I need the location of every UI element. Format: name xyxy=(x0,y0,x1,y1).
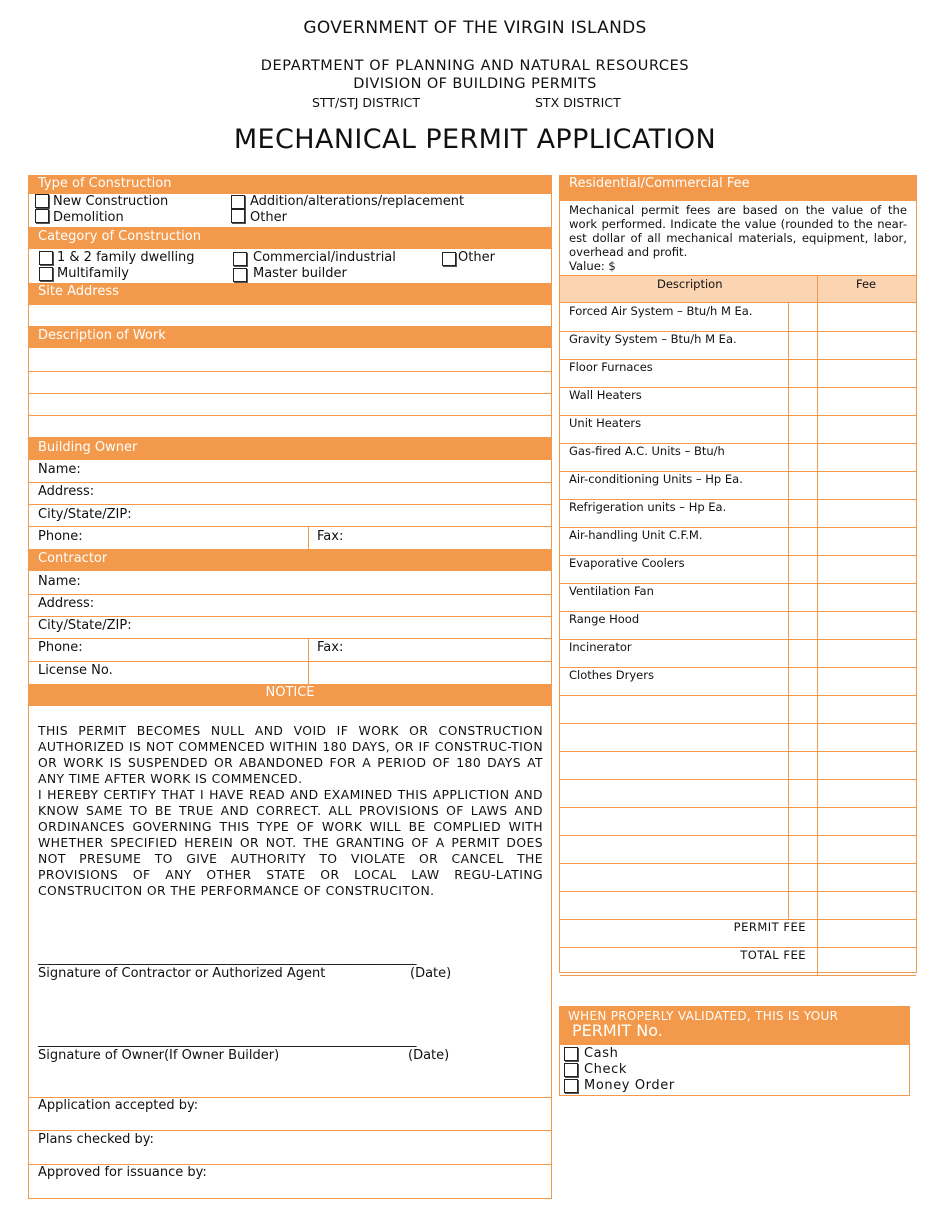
fee-qty-cell[interactable] xyxy=(788,779,789,807)
check-label: Check xyxy=(584,1062,627,1077)
fee-item-label: Unit Heaters xyxy=(569,416,642,430)
multifamily-label: Multifamily xyxy=(57,266,129,281)
plans-checked-label: Plans checked by: xyxy=(38,1132,154,1147)
fee-row-divider xyxy=(560,947,916,948)
fee-qty-cell[interactable] xyxy=(788,695,789,723)
fee-row-divider xyxy=(560,835,916,836)
permit-validation-caption: WHEN PROPERLY VALIDATED, THIS IS YOUR xyxy=(568,1009,839,1023)
government-title: GOVERNMENT OF THE VIRGIN ISLANDS xyxy=(303,18,647,38)
contractor-name-field[interactable] xyxy=(29,594,551,595)
contractor-license-label: License No. xyxy=(38,663,113,678)
fee-intro xyxy=(569,203,907,273)
fee-item-label: Wall Heaters xyxy=(569,388,642,402)
fee-row-divider xyxy=(560,723,916,724)
fee-qty-cell[interactable] xyxy=(788,639,789,667)
owner-address-field[interactable] xyxy=(29,504,551,505)
divider xyxy=(308,527,309,549)
division-title: DIVISION OF BUILDING PERMITS xyxy=(353,76,597,92)
fee-item-label: Forced Air System – Btu/h M Ea. xyxy=(569,304,753,318)
fee-row-divider xyxy=(560,863,916,864)
description-column-header: Description xyxy=(657,277,723,291)
addition-checkbox[interactable] xyxy=(231,195,245,209)
cash-checkbox[interactable] xyxy=(564,1047,578,1061)
fee-amount-cell[interactable] xyxy=(817,751,818,779)
fee-amount-cell[interactable] xyxy=(817,947,818,975)
fee-amount-cell[interactable] xyxy=(817,667,818,695)
contractor-signature-label: Signature of Contractor or Authorized Agent xyxy=(38,966,326,981)
type-other-checkbox[interactable] xyxy=(231,209,245,223)
fee-row-divider xyxy=(560,975,916,976)
multifamily-checkbox[interactable] xyxy=(39,267,53,281)
demolition-checkbox[interactable] xyxy=(35,209,49,223)
description-of-work-header: Description of Work xyxy=(29,327,551,348)
fee-qty-cell[interactable] xyxy=(788,527,789,555)
fee-row-divider xyxy=(560,695,916,696)
category-other-checkbox[interactable] xyxy=(442,252,456,266)
fee-qty-cell[interactable] xyxy=(788,863,789,891)
fee-qty-cell[interactable] xyxy=(788,443,789,471)
category-of-construction-header: Category of Construction xyxy=(29,227,551,249)
application-accepted-label: Application accepted by: xyxy=(38,1098,199,1113)
fee-row-divider xyxy=(560,807,916,808)
notice-text xyxy=(38,723,543,899)
contractor-signature-line[interactable]: _______________________________________________________________ xyxy=(38,951,416,966)
new-construction-label: New Construction xyxy=(53,194,169,209)
notice-void-text: THIS PERMIT BECOMES NULL AND VOID IF WORK OR CONSTRUCTION AUTHORIZED IS NOT COMMENCED WITHIN 180 DAYS, OR IF CONSTRUC-TION OR WORK IS SUSPENDED OR ABANDONED FOR A PERIOD OF 180 DAYS AT ANY TIME AFTER WORK IS COMMENCED. xyxy=(38,723,543,786)
money-order-label: Money Order xyxy=(584,1078,675,1093)
fee-amount-cell[interactable] xyxy=(817,723,818,751)
fee-amount-cell[interactable] xyxy=(817,807,818,835)
master-builder-checkbox[interactable] xyxy=(233,268,247,282)
fee-qty-cell[interactable] xyxy=(788,751,789,779)
type-of-construction-header: Type of Construction xyxy=(29,176,551,194)
fee-section xyxy=(559,175,917,973)
notice-header: NOTICE xyxy=(29,684,551,706)
cash-label: Cash xyxy=(584,1046,619,1061)
fee-qty-cell[interactable] xyxy=(788,303,789,331)
fee-item-label: Refrigeration units – Hp Ea. xyxy=(569,500,727,514)
contractor-name-label: Name: xyxy=(38,574,81,589)
fee-amount-cell[interactable] xyxy=(817,639,818,667)
owner-date-label: (Date) xyxy=(408,1048,450,1063)
type-other-label: Other xyxy=(250,210,287,225)
fee-item-label: Clothes Dryers xyxy=(569,668,654,682)
new-construction-checkbox[interactable] xyxy=(35,194,49,208)
fee-qty-cell[interactable] xyxy=(788,667,789,695)
permit-fee-label: PERMIT FEE xyxy=(733,920,806,934)
total-fee-label: TOTAL FEE xyxy=(740,948,806,962)
contractor-phone-label: Phone: xyxy=(38,640,83,655)
permit-number-label: PERMIT No. xyxy=(572,1021,663,1040)
owner-address-label: Address: xyxy=(38,484,95,499)
family-dwelling-checkbox[interactable] xyxy=(39,251,53,265)
divider xyxy=(308,639,309,685)
owner-city-label: City/State/ZIP: xyxy=(38,507,132,522)
fee-row-divider xyxy=(560,891,916,892)
demolition-label: Demolition xyxy=(53,210,124,225)
contractor-address-label: Address: xyxy=(38,596,95,611)
fee-amount-cell[interactable] xyxy=(817,331,818,359)
fee-qty-cell[interactable] xyxy=(788,555,789,583)
owner-signature-label: Signature of Owner(If Owner Builder) xyxy=(38,1048,280,1063)
fee-intro-text: Mechanical permit fees are based on the value of the work performed. Indicate the value (rounded to the near-est dollar of all mechanical materials, equipment, labor, overhead and profit. xyxy=(569,203,907,259)
family-dwelling-label: 1 & 2 family dwelling xyxy=(57,250,195,265)
fee-table-header xyxy=(560,275,916,303)
fee-amount-cell[interactable] xyxy=(817,443,818,471)
fee-amount-cell[interactable] xyxy=(817,499,818,527)
fee-qty-cell[interactable] xyxy=(788,835,789,863)
fee-amount-cell[interactable] xyxy=(817,387,818,415)
money-order-checkbox[interactable] xyxy=(564,1079,578,1093)
fee-header: Residential/Commercial Fee xyxy=(560,176,916,201)
fee-item-label: Ventilation Fan xyxy=(569,584,654,598)
fee-amount-cell[interactable] xyxy=(817,611,818,639)
fee-row-divider xyxy=(560,779,916,780)
site-address-header: Site Address xyxy=(29,283,551,305)
master-builder-label: Master builder xyxy=(253,266,347,281)
fee-item-label: Range Hood xyxy=(569,612,640,626)
fee-item-label: Gravity System – Btu/h M Ea. xyxy=(569,332,737,346)
fee-item-label: Incinerator xyxy=(569,640,632,654)
contractor-date-label: (Date) xyxy=(410,966,452,981)
fee-qty-cell[interactable] xyxy=(788,387,789,415)
description-line-3[interactable] xyxy=(29,415,551,416)
fee-value-label: Value: $ xyxy=(569,259,616,273)
owner-phone-label: Phone: xyxy=(38,529,83,544)
fee-qty-cell[interactable] xyxy=(788,611,789,639)
fee-amount-cell[interactable] xyxy=(817,527,818,555)
approved-for-issuance-label: Approved for issuance by: xyxy=(38,1165,207,1180)
fee-item-label: Air-conditioning Units – Hp Ea. xyxy=(569,472,743,486)
addition-label: Addition/alterations/replacement xyxy=(250,194,465,209)
fee-amount-cell[interactable] xyxy=(817,835,818,863)
fee-item-label: Air-handling Unit C.F.M. xyxy=(569,528,703,542)
check-checkbox[interactable] xyxy=(564,1063,578,1077)
fee-amount-cell[interactable] xyxy=(817,919,818,947)
owner-signature-line[interactable]: _______________________________________________________________ xyxy=(38,1033,416,1048)
contractor-address-field[interactable] xyxy=(29,616,551,617)
fee-amount-cell[interactable] xyxy=(817,555,818,583)
fee-column-header: Fee xyxy=(856,277,877,291)
fee-qty-cell[interactable] xyxy=(788,359,789,387)
fee-qty-cell[interactable] xyxy=(788,891,789,919)
fee-qty-cell[interactable] xyxy=(788,807,789,835)
fee-qty-cell[interactable] xyxy=(788,499,789,527)
contractor-phone-field[interactable] xyxy=(29,661,551,662)
divider xyxy=(817,276,818,302)
building-owner-header: Building Owner xyxy=(29,438,551,460)
owner-fax-label: Fax: xyxy=(317,529,344,544)
fee-amount-cell[interactable] xyxy=(817,471,818,499)
owner-name-label: Name: xyxy=(38,462,81,477)
fee-amount-cell[interactable] xyxy=(817,415,818,443)
fee-amount-cell[interactable] xyxy=(817,359,818,387)
fee-qty-cell[interactable] xyxy=(788,583,789,611)
fee-amount-cell[interactable] xyxy=(817,891,818,919)
notice-certify-text: I HEREBY CERTIFY THAT I HAVE READ AND EXAMINED THIS APPLICTION AND KNOW SAME TO BE TRUE AND CORRECT. ALL PROVISIONS OF LAWS AND ORDINANCES GOVERNING THIS TYPE OF WORK WILL BE COMPLIED WITH WHETHER SPECIFIED HEREIN OR NOT. THE GRANTING OF A PERMIT DOES NOT PRESUME TO GIVE AUTHORITY TO VIOLATE OR CANCEL THE PROVISIONS OF ANY OTHER STATE OR LOCAL LAW REGU-LATING CONSTRUCITON OR THE PERFORMANCE OF CONSTRUCITON. xyxy=(38,787,543,898)
district-stt: STT/STJ DISTRICT xyxy=(312,95,421,110)
fee-amount-cell[interactable] xyxy=(817,583,818,611)
contractor-city-field[interactable] xyxy=(29,638,551,639)
fee-amount-cell[interactable] xyxy=(817,695,818,723)
district-stx: STX DISTRICT xyxy=(535,95,621,110)
fee-row-divider xyxy=(560,751,916,752)
fee-item-label: Floor Furnaces xyxy=(569,360,653,374)
fee-qty-cell[interactable] xyxy=(788,415,789,443)
department-title: DEPARTMENT OF PLANNING AND NATURAL RESOURCES xyxy=(260,58,690,74)
commercial-checkbox[interactable] xyxy=(233,252,247,266)
fee-amount-cell[interactable] xyxy=(817,863,818,891)
fee-amount-cell[interactable] xyxy=(817,303,818,331)
description-line-1[interactable] xyxy=(29,371,551,372)
owner-city-field[interactable] xyxy=(29,526,551,527)
contractor-header: Contractor xyxy=(29,549,551,571)
fee-qty-cell[interactable] xyxy=(788,723,789,751)
description-line-2[interactable] xyxy=(29,393,551,394)
fee-amount-cell[interactable] xyxy=(817,779,818,807)
application-form xyxy=(28,175,552,1199)
permit-number-header xyxy=(560,1007,909,1045)
fee-item-label: Gas-fired A.C. Units – Btu/h xyxy=(569,444,725,458)
contractor-fax-label: Fax: xyxy=(317,640,344,655)
category-other-label: Other xyxy=(458,250,495,265)
divider xyxy=(29,1130,551,1131)
owner-name-field[interactable] xyxy=(29,482,551,483)
contractor-city-label: City/State/ZIP: xyxy=(38,618,132,633)
fee-qty-cell[interactable] xyxy=(788,471,789,499)
fee-item-label: Evaporative Coolers xyxy=(569,556,685,570)
permit-number-box xyxy=(559,1006,910,1096)
page-title: MECHANICAL PERMIT APPLICATION xyxy=(233,124,717,155)
fee-qty-cell[interactable] xyxy=(788,331,789,359)
commercial-label: Commercial/industrial xyxy=(253,250,396,265)
